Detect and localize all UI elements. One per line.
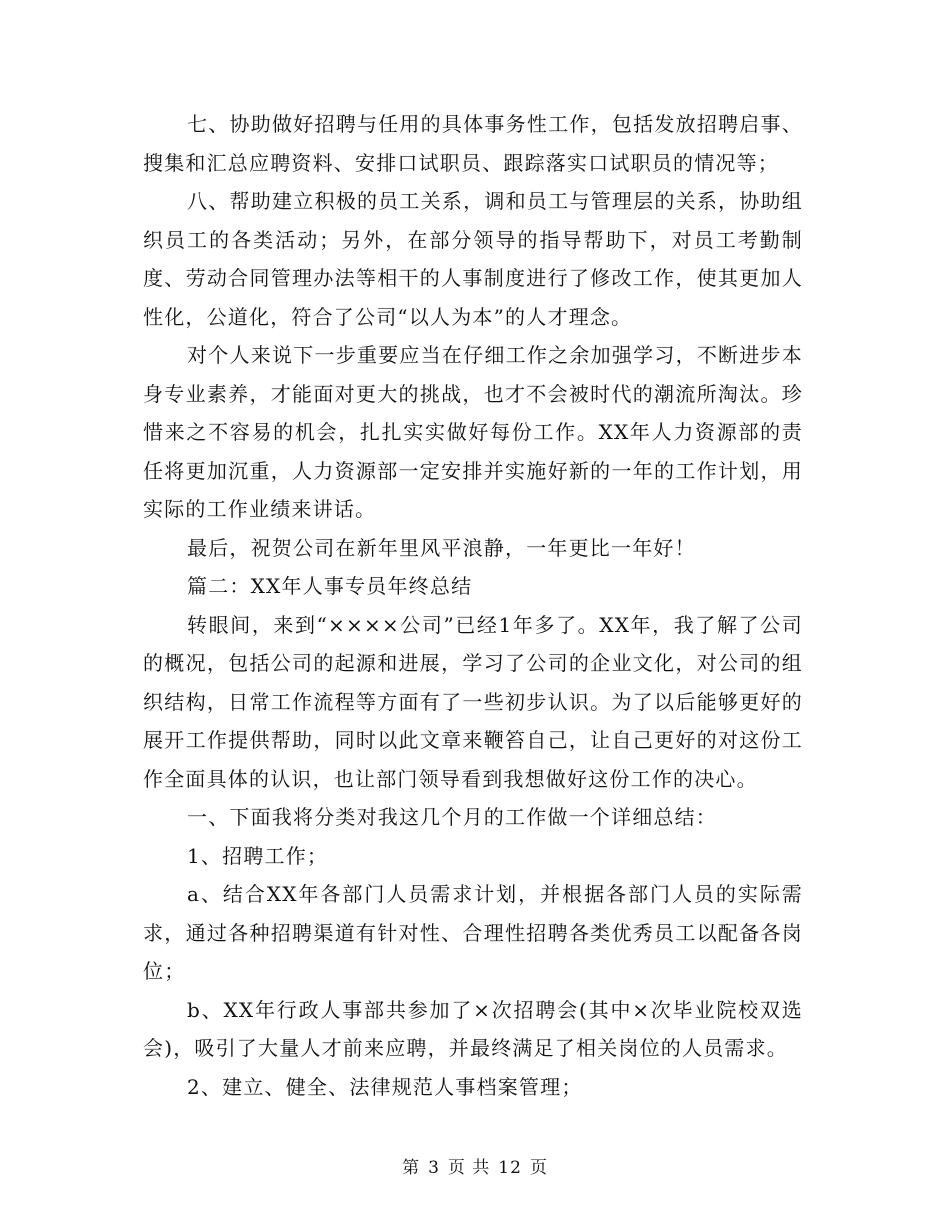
paragraph-intro: 转眼间，来到“××××公司”已经1年多了。XX年，我了解了公司的概况，包括公司的起源和进展，学习了公司的企业文化，对公司的组织结构，日常工作流程等方面有了一些初步认识。为了以后能够更好的展开工作提供帮助，同时以此文章来鞭笞自己，让自己更好的对这份工作全面具体的认识，也让部门领导看到我想做好这份工作的决心。 xyxy=(143,612,803,791)
list-item-archives: 2、建立、健全、法律规范人事档案管理； xyxy=(187,1074,583,1099)
list-item-recruitment: 1、招聘工作； xyxy=(187,843,329,868)
page-footer xyxy=(0,1153,950,1178)
section-heading-part2: 篇二：XX年人事专员年终总结 xyxy=(187,574,473,598)
paragraph-item-7: 七、协助做好招聘与任用的具体事务性工作，包括发放招聘启事、搜集和汇总应聘资料、安排口试职员、跟踪落实口试职员的情况等； xyxy=(143,112,803,175)
footer-suffix: 页 xyxy=(529,1158,548,1178)
paragraph-personal-plan: 对个人来说下一步重要应当在仔细工作之余加强学习，不断进步本身专业素养，才能面对更大的挑战，也才不会被时代的潮流所淘汰。珍惜来之不容易的机会，扎扎实实做好每份工作。XX年人力资源部的责任将更加沉重，人力资源部一定安排并实施好新的一年的工作计划，用实际的工作业绩来讲话。 xyxy=(143,343,803,521)
list-item-b: b、XX年行政人事部共参加了×次招聘会(其中×次毕业院校双选会)，吸引了大量人才前来应聘，并最终满足了相关岗位的人员需求。 xyxy=(143,997,803,1060)
footer-prefix: 第 xyxy=(402,1158,421,1178)
list-item-a: a、结合XX年各部门人员需求计划，并根据各部门人员的实际需求，通过各种招聘渠道有针对性、合理性招聘各类优秀员工以配备各岗位； xyxy=(143,882,803,983)
footer-middle: 页 共 xyxy=(447,1158,491,1178)
footer-page-number: 3 xyxy=(428,1158,440,1178)
paragraph-item-8: 八、帮助建立积极的员工关系，调和员工与管理层的关系，协助组织员工的各类活动；另外，在部分领导的指导帮助下，对员工考勤制度、劳动合同管理办法等相干的人事制度进行了修改工作，使其更加人性化，公道化，符合了公司“以人为本”的人才理念。 xyxy=(143,189,803,329)
footer-total-pages: 12 xyxy=(498,1158,522,1178)
paragraph-summary-heading: 一、下面我将分类对我这几个月的工作做一个详细总结： xyxy=(187,805,717,829)
document-body xyxy=(143,105,803,1106)
paragraph-closing-wish: 最后，祝贺公司在新年里风平浪静，一年更比一年好！ xyxy=(187,535,696,560)
